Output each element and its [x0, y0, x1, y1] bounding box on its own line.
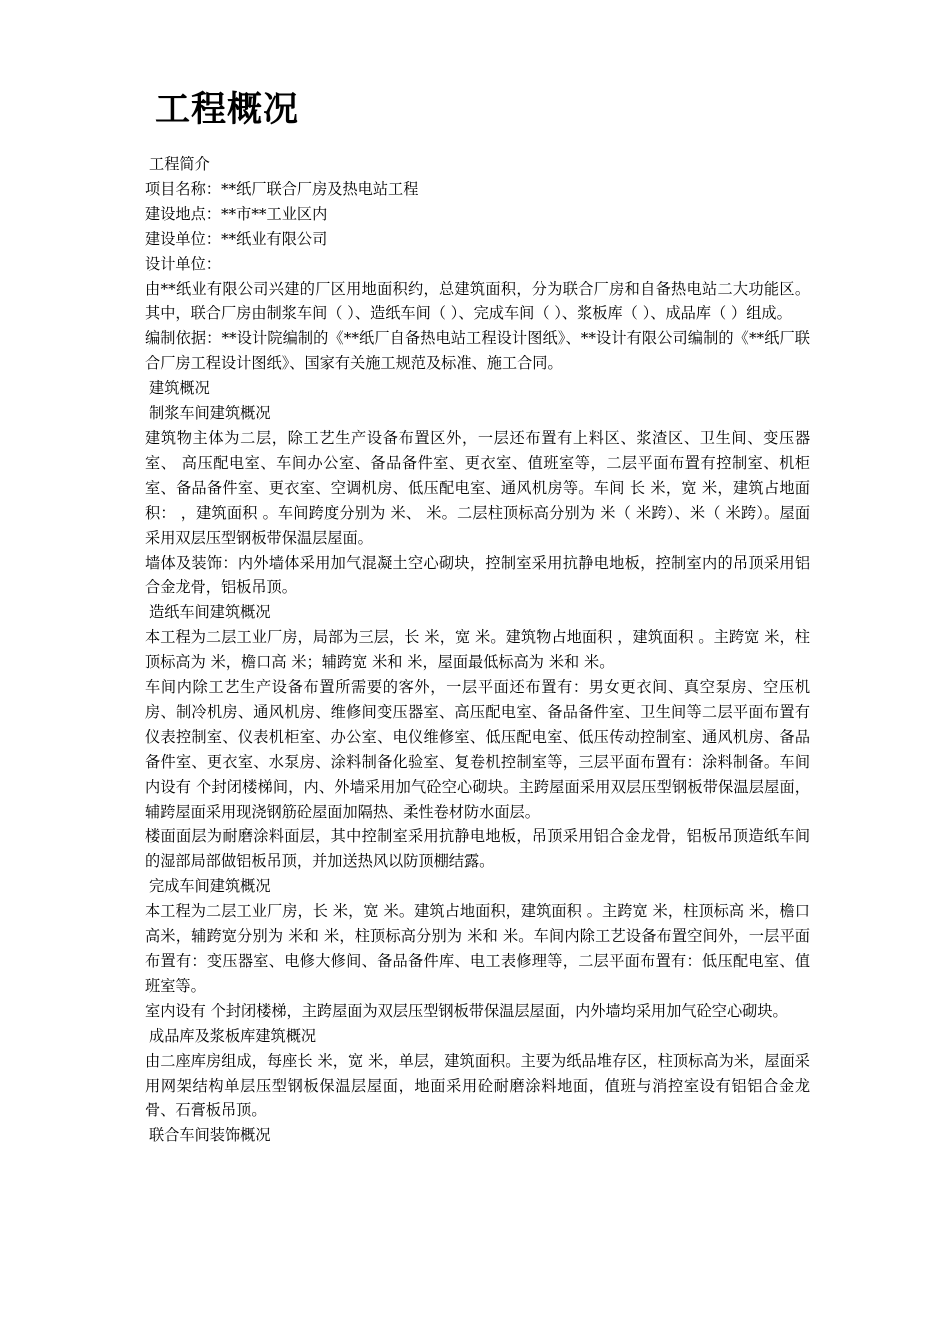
- paragraph: 由**纸业有限公司兴建的厂区用地面积约，总建筑面积，分为联合厂房和自备热电站二大功能区。其中，联合厂房由制浆车间（ ）、造纸车间（ ）、完成车间（ ）、浆板库（ ）、成品库（ ）组成。: [145, 279, 810, 323]
- paragraph: 室内设有 个封闭楼梯，主跨屋面为双层压型钢板带保温层屋面，内外墙均采用加气砼空心砌块。: [145, 1001, 788, 1020]
- section-heading: 联合车间装饰概况: [149, 1126, 271, 1145]
- paragraph: 由二座库房组成，每座长 米，宽 米，单层，建筑面积。主要为纸品堆存区，柱顶标高为米，屋面采用网架结构单层压型钢板保温层屋面，地面采用砼耐磨涂料地面，值班与消控室设有铝铝合金龙骨、石膏板吊顶。: [145, 1051, 810, 1120]
- paragraph: 车间内除工艺生产设备布置所需要的客外，一层平面还布置有：男女更衣间、真空泵房、空压机房、制冷机房、通风机房、维修间变压器室、高压配电室、备品备件室、卫生间等二层平面布置有仪表控制室、仪表机柜室、办公室、电仪维修室、低压配电室、低压传动控制室、通风机房、备品备件室、更衣室、水泵房、涂料制备化验室、复卷机控制室等，三层平面布置有：涂料制备。车间内设有 个封闭楼梯间，内、外墙采用加气砼空心砌块。主跨屋面采用双层压型钢板带保温层屋面，辅跨屋面采用现浇钢筋砼屋面加隔热、柔性卷材防水面层。: [145, 678, 810, 821]
- document-body: [145, 152, 810, 1148]
- paragraph: 设计单位：: [145, 254, 221, 273]
- paragraph: 本工程为二层工业厂房，局部为三层，长 米，宽 米。建筑物占地面积 ，建筑面积 。主跨宽 米，柱顶标高为 米，檐口高 米；辅跨宽 米和 米，屋面最低标高为 米和 米。: [145, 628, 810, 672]
- section-heading: 成品库及浆板库建筑概况: [149, 1026, 317, 1045]
- paragraph: 本工程为二层工业厂房，长 米，宽 米。建筑占地面积，建筑面积 。主跨宽 米，柱顶标高 米，檐口高米，辅跨宽分别为 米和 米，柱顶标高分别为 米和 米。车间内除工艺设备布置空间外，一层平面布置有：变压器室、电修大修间、备品备件库、电工表修理等，二层平面布置有：低压配电室、值班室等。: [145, 902, 810, 995]
- section-heading: 造纸车间建筑概况: [149, 603, 271, 622]
- section-heading: 工程简介: [149, 155, 210, 173]
- section-heading: 建筑概况: [149, 379, 210, 398]
- paragraph: 墙体及装饰：内外墙体采用加气混凝土空心砌块，控制室采用抗静电地板，控制室内的吊顶采用铝合金龙骨，铝板吊顶。: [145, 553, 810, 597]
- paragraph: 建设地点：**市**工业区内: [145, 204, 328, 223]
- document-title: 工程概况: [155, 90, 300, 130]
- paragraph: 建设单位：**纸业有限公司: [145, 229, 328, 248]
- section-heading: 完成车间建筑概况: [149, 877, 271, 896]
- paragraph: 建筑物主体为二层，除工艺生产设备布置区外，一层还布置有上料区、浆渣区、卫生间、变压器室、 高压配电室、车间办公室、备品备件室、更衣室、值班室等，二层平面布置有控制室、机柜室、备品备件室、更衣室、空调机房、低压配电室、通风机房等。车间 长 米，宽 米，建筑占地面积： ，建筑面积 。车间跨度分别为 米、 米。二层柱顶标高分别为 米（ 米跨）、米（ 米跨）。屋面采用双层压型钢板带保温层屋面。: [145, 428, 810, 547]
- paragraph: 项目名称：**纸厂联合厂房及热电站工程: [145, 179, 419, 198]
- section-heading: 制浆车间建筑概况: [149, 404, 271, 423]
- paragraph: 楼面面层为耐磨涂料面层，其中控制室采用抗静电地板，吊顶采用铝合金龙骨，铝板吊顶造纸车间的湿部局部做铝板吊顶，并加送热风以防顶棚结露。: [145, 827, 810, 871]
- paragraph: 编制依据：**设计院编制的《**纸厂自备热电站工程设计图纸》、**设计有限公司编制的《**纸厂联合厂房工程设计图纸》、国家有关施工规范及标准、施工合同。: [145, 329, 810, 373]
